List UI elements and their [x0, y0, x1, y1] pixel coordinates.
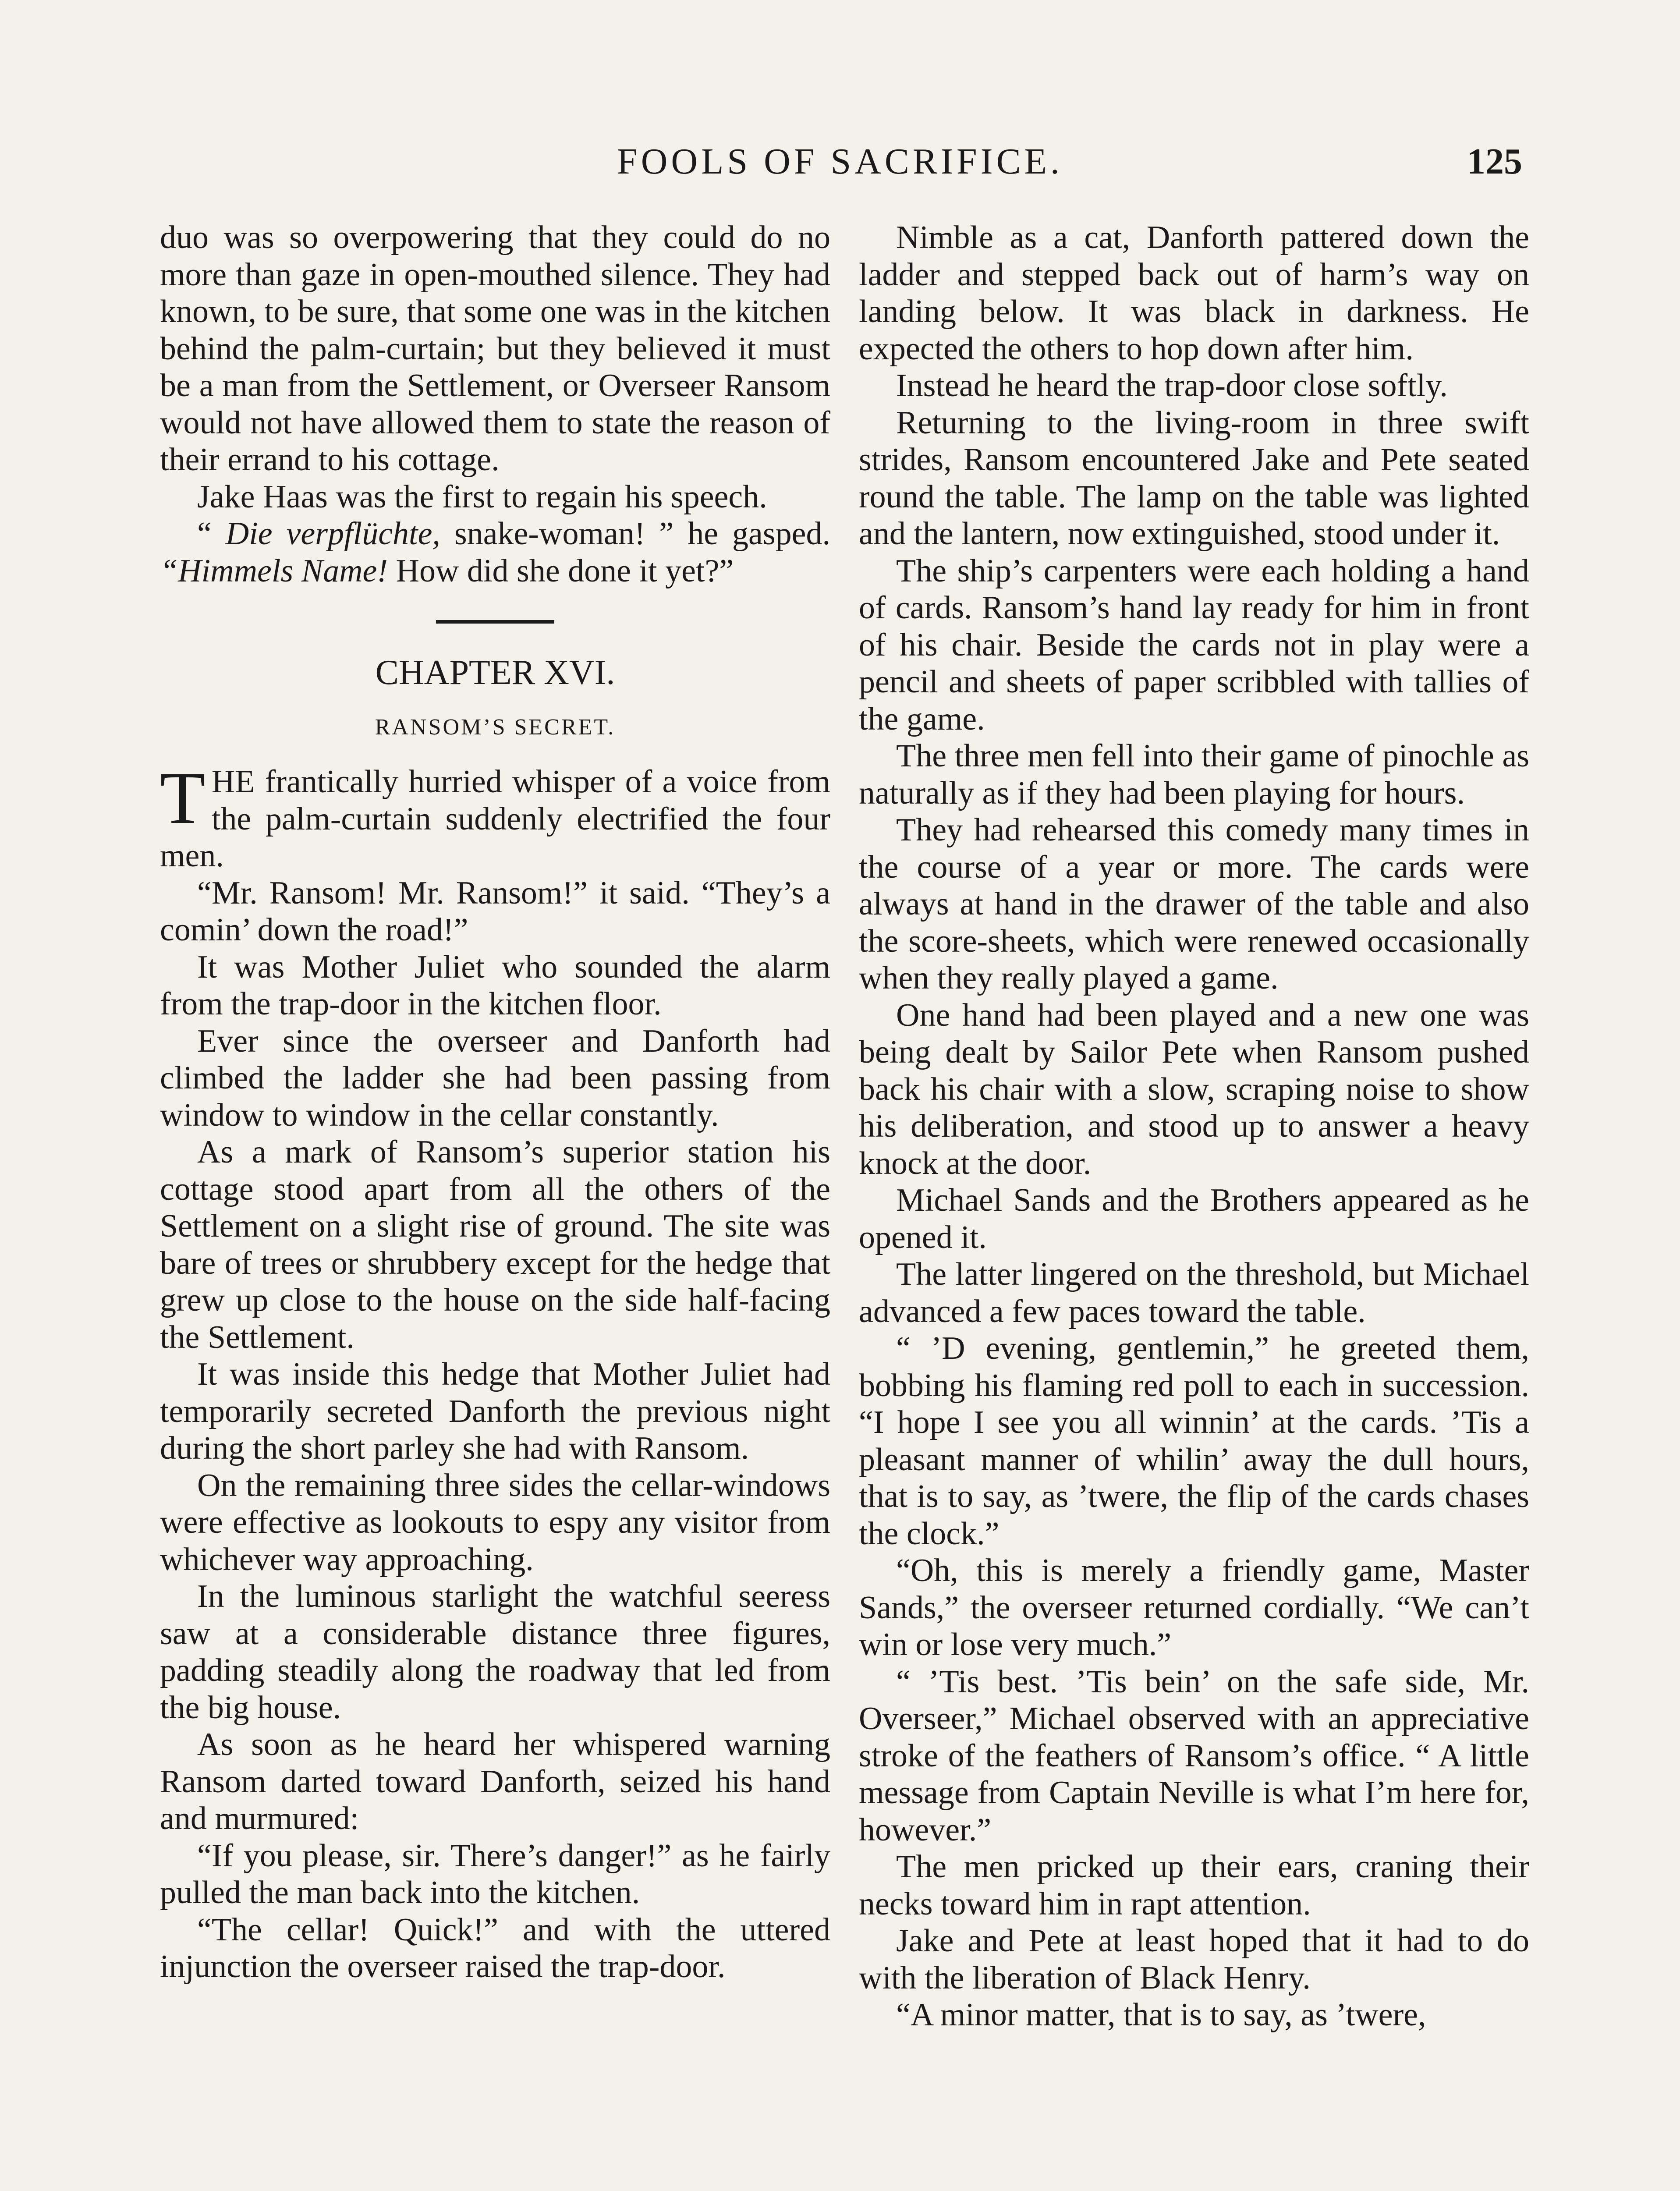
paragraph: They had rehearsed this comedy many times in the course of a year or more. The cards were always at hand in the drawer of the table and also the score-sheets, which were renewed occasionally when they really played a game. — [859, 812, 1529, 996]
paragraph: In the luminous starlight the watchful seeress saw at a considerable distance three figures, padding steadily along the roadway that led from the big house. — [160, 1578, 830, 1726]
paragraph: Michael Sands and the Brothers appeared as he opened it. — [859, 1182, 1529, 1255]
page-header — [158, 140, 1522, 188]
paragraph: The three men fell into their game of pinochle as naturally as if they had been playing for hours. — [859, 738, 1529, 811]
paragraph: Jake and Pete at least hoped that it had to do with the liberation of Black Henry. — [859, 1923, 1529, 1996]
paragraph: The ship’s carpenters were each holding a hand of cards. Ransom’s hand lay ready for him in front of his chair. Beside the cards not in play were a pencil and sheets of paper scribbled with tallies of the game. — [859, 553, 1529, 737]
paragraph: On the remaining three sides the cellar-windows were effective as lookouts to espy any visitor from whichever way approaching. — [160, 1467, 830, 1578]
paragraph: The men pricked up their ears, craning their necks toward him in rapt attention. — [859, 1849, 1529, 1922]
paragraph: It was inside this hedge that Mother Juliet had temporarily secreted Danforth the previous night during the short parley she had with Ransom. — [160, 1356, 830, 1466]
chapter-subtitle: RANSOM’S SECRET. — [375, 714, 616, 740]
paragraph: The latter lingered on the threshold, but Michael advanced a few paces toward the table. — [859, 1256, 1529, 1329]
paragraph: “If you please, sir. There’s danger!” as he fairly pulled the man back into the kitchen. — [160, 1837, 830, 1911]
right-column — [859, 219, 1529, 2191]
paragraph: duo was so overpowering that they could do no more than gaze in open-mouthed silence. They had known, to be sure, that some one was in the kitchen behind the palm-curtain; but they believed it must be a man from the Settlement, or Overseer Ransom would not have allowed them to state the reason of their errand to his cottage. — [160, 220, 830, 478]
paragraph: One hand had been played and a new one was being dealt by Sailor Pete when Ransom pushed back his chair with a slow, scraping noise to show his deliberation, and stood up to answer a heavy knock at the door. — [859, 997, 1529, 1181]
paragraph: Nimble as a cat, Danforth pattered down the ladder and stepped back out of harm’s way on landing below. It was black in darkness. He expected the others to hop down after him. — [859, 220, 1529, 367]
paragraph: “ ’Tis best. ’Tis bein’ on the safe side, Mr. Overseer,” Michael observed with an appreciative stroke of the feathers of Ransom’s office. “ A little message from Captain Neville is what I’m here for, however.” — [859, 1663, 1529, 1848]
paragraph: “A minor matter, that is to say, as ’twere, — [896, 1997, 1426, 2033]
paragraph: “Oh, this is merely a friendly game, Master Sands,” the overseer returned cordially. “We can’t win or lose very much.” — [859, 1553, 1529, 1663]
paragraph: As soon as he heard her whispered warning Ransom darted toward Danforth, seized his hand and murmured: — [160, 1727, 830, 1836]
drop-cap: T — [160, 757, 206, 839]
page-number: 125 — [1467, 141, 1522, 182]
running-title: FOOLS OF SACRIFICE. — [617, 141, 1063, 182]
chapter-title: CHAPTER XVI. — [375, 653, 615, 692]
paragraph: Returning to the living-room in three swift strides, Ransom encountered Jake and Pete seated round the table. The lamp on the table was lighted and the lantern, now extinguished, stood under it. — [859, 404, 1529, 552]
paragraph: “ Die verpflüchte, snake-woman! ” he gasped. “Himmels Name! How did she done it yet?” — [160, 516, 830, 589]
paragraph: “Mr. Ransom! Mr. Ransom!” it said. “They’s a comin’ down the road!” — [160, 875, 830, 948]
paragraph: It was Mother Juliet who sounded the alarm from the trap-door in the kitchen floor. — [160, 949, 830, 1022]
italic-text: Die verpflüchte, — [225, 516, 440, 552]
paragraph: “The cellar! Quick!” and with the uttered injunction the overseer raised the trap-door. — [160, 1911, 830, 1985]
paragraph: As a mark of Ransom’s superior station his cottage stood apart from all the others of the Settlement on a slight rise of ground. The site was bare of trees or shrubbery except for the hedge that grew up close to the house on the side half-facing the Settlement. — [160, 1134, 830, 1355]
paragraph: “ ’D evening, gentlemin,” he greeted them, bobbing his flaming red poll to each in succession. “I hope I see you all winnin’ at the cards. ’Tis a pleasant manner of whilin’ away the dull hours, that is to say, as ’twere, the flip of the cards chases the clock.” — [859, 1330, 1529, 1552]
left-column — [160, 219, 830, 2191]
paragraph: Ever since the overseer and Danforth had climbed the ladder she had been passing from window to window in the cellar constantly. — [160, 1023, 830, 1133]
paragraph: Jake Haas was the first to regain his speech. — [197, 479, 767, 515]
section-divider — [436, 620, 554, 624]
italic-text: “Himmels Name! — [160, 553, 388, 589]
paragraph: Instead he heard the trap-door close softly. — [896, 368, 1448, 404]
paragraph: THE frantically hurried whisper of a voice from the palm-curtain suddenly electrified the four men. — [160, 757, 830, 874]
